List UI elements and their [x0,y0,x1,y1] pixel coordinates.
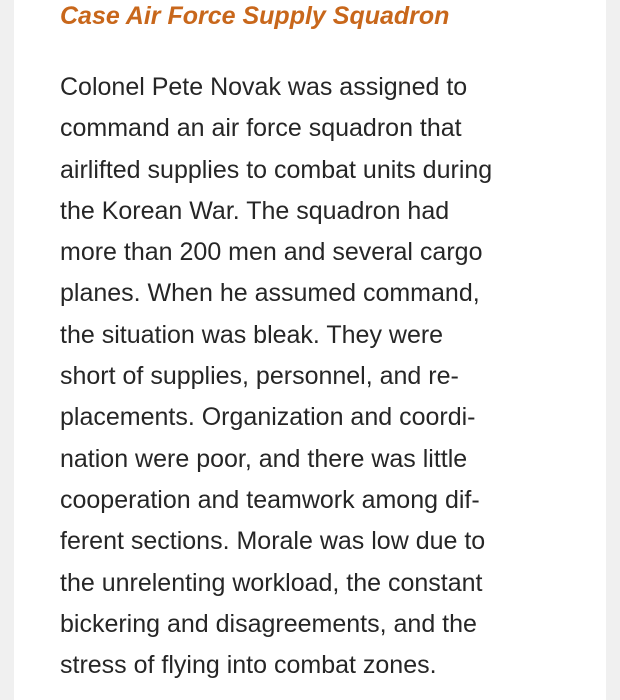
body-line: command an air force squadron that [60,114,462,143]
body-line: ferent sections. Morale was low due to [60,527,486,556]
body-line: more than 200 men and several cargo [60,238,483,267]
case-title: Case Air Force Supply Squadron [60,2,450,30]
body-line: stress of flying into combat zones. [60,651,437,680]
body-line: short of supplies, personnel, and re- [60,362,459,391]
body-line: bickering and disagreements, and the [60,609,477,638]
body-line: planes. When he assumed command, [60,279,480,308]
body-line: placements. Organization and coordi- [60,403,476,432]
body-line: airlifted supplies to combat units during [60,155,493,184]
document-page [14,0,606,700]
body-line: the unrelenting workload, the constant [60,568,483,597]
body-line: the Korean War. The squadron had [60,196,450,225]
case-body-text [60,67,600,686]
body-line: Colonel Pete Novak was assigned to [60,73,468,101]
body-line: the situation was bleak. They were [60,320,444,349]
body-line: nation were poor, and there was little [60,444,468,473]
body-line: cooperation and teamwork among dif- [60,485,480,514]
